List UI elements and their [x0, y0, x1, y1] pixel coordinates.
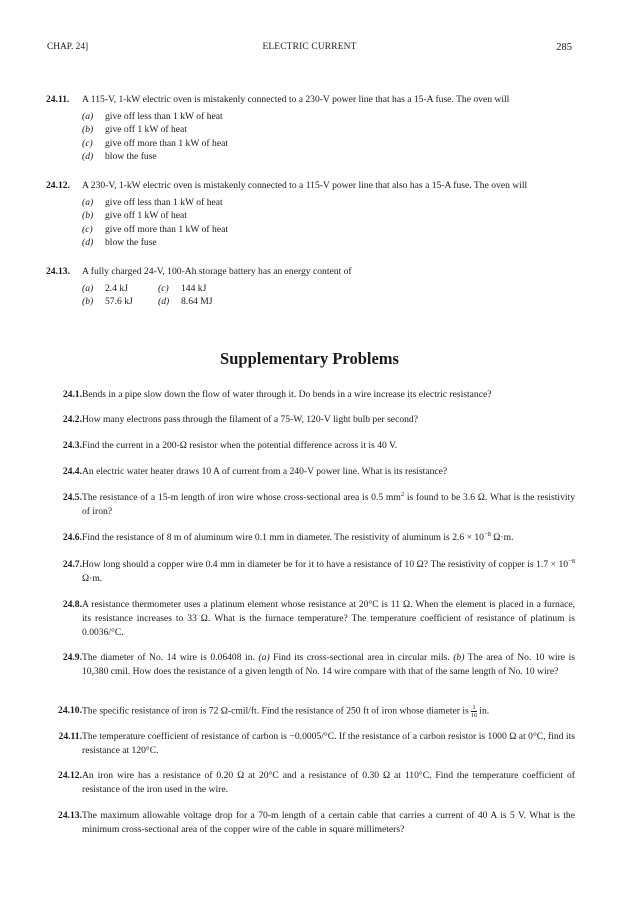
mc-problem	[46, 179, 575, 250]
problem-text-part: Ω·m.	[490, 532, 514, 543]
supplementary-problem	[46, 491, 575, 519]
option-text: 57.6 kJ	[105, 296, 133, 308]
problem-number: 24.13.	[46, 266, 70, 277]
problem-text: A resistance thermometer uses a platinum element whose resistance at 20°C is 11 Ω. When the element is placed in a furnace, its resistance increases to 33 Ω. What is the furnace temperature? The temperature coefficient of resistance of platinum is 0.0036/°C.	[82, 599, 575, 638]
problem-text-part: The area of No. 10 wire is 10,380 cmil. How does the resistance of a given length of No. 14 wire compare with that of the same length of No. 10 wire?	[82, 652, 575, 677]
answer-option	[158, 282, 575, 296]
chapter-label: CHAP. 24]	[47, 42, 89, 52]
section-title: Supplementary Problems	[220, 349, 399, 368]
mc-problem	[46, 265, 575, 309]
problem-text: An iron wire has a resistance of 0.20 Ω at 20°C and a resistance of 0.30 Ω at 110°C. Find the temperature coefficient of resistance of the iron used in the wire.	[82, 770, 575, 795]
problem-text	[82, 704, 575, 719]
page-header	[47, 41, 572, 55]
option-label: (b)	[82, 296, 94, 308]
problem-text-part: The specific resistance of iron is 72 Ω-cmil/ft. Find the resistance of 250 ft of iron whose diameter is	[82, 705, 469, 717]
option-label: (d)	[82, 151, 94, 163]
fraction	[471, 704, 478, 719]
problem-text-part: Find its cross-sectional area in circular mils.	[269, 652, 454, 663]
answer-option	[82, 236, 575, 250]
supplementary-problem	[46, 413, 575, 427]
option-text: 2.4 kJ	[105, 282, 128, 294]
option-text: blow the fuse	[105, 237, 157, 249]
option-label: (c)	[158, 282, 169, 294]
chapter-title: ELECTRIC CURRENT	[262, 42, 357, 52]
supplementary-problem	[46, 704, 575, 719]
answer-option	[82, 150, 575, 164]
problem-text-part: The diameter of No. 14 wire is 0.06408 in.	[82, 652, 259, 663]
option-text: 8.64 MJ	[181, 296, 213, 308]
option-text: give off less than 1 kW of heat	[105, 110, 223, 122]
fraction-denominator: 16	[470, 712, 478, 719]
option-label: (c)	[82, 223, 93, 235]
problem-text-part: How long should a copper wire 0.4 mm in diameter be for it to have a resistance of 10 Ω? The resistivity of copper is 1.7 × 10	[82, 559, 569, 570]
superscript: −8	[568, 557, 575, 565]
supplementary-problem	[46, 388, 575, 402]
option-text: give off more than 1 kW of heat	[105, 137, 228, 149]
problem-text-part: Ω·m.	[82, 572, 103, 584]
supplementary-problem	[46, 730, 575, 758]
answer-option	[82, 282, 158, 296]
superscript: −8	[483, 530, 491, 538]
problem-number: 24.9.	[62, 652, 82, 663]
supplementary-problem	[46, 651, 575, 679]
problem-text-part: Find the resistance of 8 m of aluminum wire 0.1 mm in diameter. The resistivity of aluminum is 2.6 × 10	[82, 532, 484, 543]
problem-text	[82, 558, 575, 586]
problem-number: 24.7.	[62, 559, 82, 570]
part-label: (b)	[453, 652, 465, 663]
problem-number: 24.11.	[46, 94, 70, 105]
supplementary-problem	[46, 439, 575, 453]
answer-option	[158, 295, 575, 309]
problem-number: 24.2.	[62, 414, 82, 425]
problem-text: A fully charged 24-V, 100-Ah storage battery has an energy content of	[82, 266, 352, 277]
problem-text: The temperature coefficient of resistance of carbon is −0.0005/°C. If the resistance of a carbon resistor is 1000 Ω at 0°C, find its resistance at 120°C.	[82, 731, 575, 756]
superscript: 2	[400, 490, 405, 498]
option-label: (b)	[82, 210, 94, 222]
option-label: (b)	[82, 124, 94, 136]
problem-text	[82, 531, 575, 545]
problem-text: How many electrons pass through the filament of a 75-W, 120-V light bulb per second?	[82, 414, 418, 425]
problem-text: A 115-V, 1-kW electric oven is mistakenly connected to a 230-V power line that has a 15-A fuse. The oven will	[82, 94, 510, 105]
answer-option	[82, 137, 575, 151]
problem-text: An electric water heater draws 10 A of current from a 240-V power line. What is its resistance?	[82, 466, 448, 477]
problem-number: 24.10.	[58, 705, 82, 716]
option-text: give off 1 kW of heat	[105, 210, 187, 222]
problem-text-part: is found to be 3.6 Ω. What is the resistivity of iron?	[82, 492, 575, 517]
problem-number: 24.8.	[62, 599, 82, 610]
supplementary-problem	[46, 809, 575, 837]
answer-option	[82, 295, 158, 309]
answer-options	[82, 196, 575, 250]
answer-option	[82, 223, 575, 237]
supplementary-problem	[46, 769, 575, 797]
problem-number: 24.4.	[62, 466, 82, 477]
option-text: give off more than 1 kW of heat	[105, 223, 228, 235]
problem-number: 24.12.	[58, 770, 82, 781]
problem-text: The maximum allowable voltage drop for a 70-m length of a certain cable that carries a current of 40 A is 5 V. What is the minimum cross-sectional area of the copper wire of the cable in square millimeters?	[82, 810, 575, 835]
option-text: blow the fuse	[105, 151, 157, 163]
supplementary-problem	[46, 465, 575, 479]
option-text: 144 kJ	[181, 282, 207, 294]
problem-text	[82, 651, 575, 679]
option-text: give off 1 kW of heat	[105, 124, 187, 136]
answer-options	[82, 110, 575, 164]
supplementary-problem	[46, 531, 575, 545]
option-label: (a)	[82, 110, 94, 122]
fraction-numerator: 1	[472, 704, 476, 711]
answer-option	[82, 196, 575, 210]
problem-text-part: in.	[479, 705, 490, 717]
option-label: (d)	[82, 237, 94, 249]
option-label: (a)	[82, 196, 94, 208]
answer-option	[82, 209, 575, 223]
problem-text-part: The resistance of a 15-m length of iron wire whose cross-sectional area is 0.5 mm	[82, 492, 401, 503]
page-number: 285	[556, 42, 572, 53]
problem-number: 24.5.	[62, 492, 82, 503]
answer-option	[82, 123, 575, 137]
problem-text: A 230-V, 1-kW electric oven is mistakenly connected to a 115-V power line that also has a 15-A fuse. The oven will	[82, 180, 528, 191]
option-label: (c)	[82, 137, 93, 149]
option-label: (d)	[158, 296, 170, 308]
problem-text	[82, 491, 575, 519]
supplementary-problem	[46, 598, 575, 640]
option-text: give off less than 1 kW of heat	[105, 196, 223, 208]
problem-number: 24.1.	[62, 389, 82, 400]
problem-number: 24.6.	[62, 532, 82, 543]
answer-options	[82, 282, 575, 309]
mc-problem	[46, 93, 575, 164]
supplementary-problem	[46, 558, 575, 586]
part-label: (a)	[258, 652, 270, 663]
problem-number: 24.3.	[62, 440, 82, 451]
answer-option	[82, 110, 575, 124]
option-label: (a)	[82, 282, 94, 294]
problem-number: 24.12.	[46, 180, 70, 191]
problem-number: 24.13.	[58, 810, 82, 821]
problem-number: 24.11.	[58, 731, 82, 742]
problem-text: Find the current in a 200-Ω resistor when the potential difference across it is 40 V.	[82, 440, 398, 451]
problem-text: Bends in a pipe slow down the flow of water through it. Do bends in a wire increase its electric resistance?	[82, 389, 492, 400]
